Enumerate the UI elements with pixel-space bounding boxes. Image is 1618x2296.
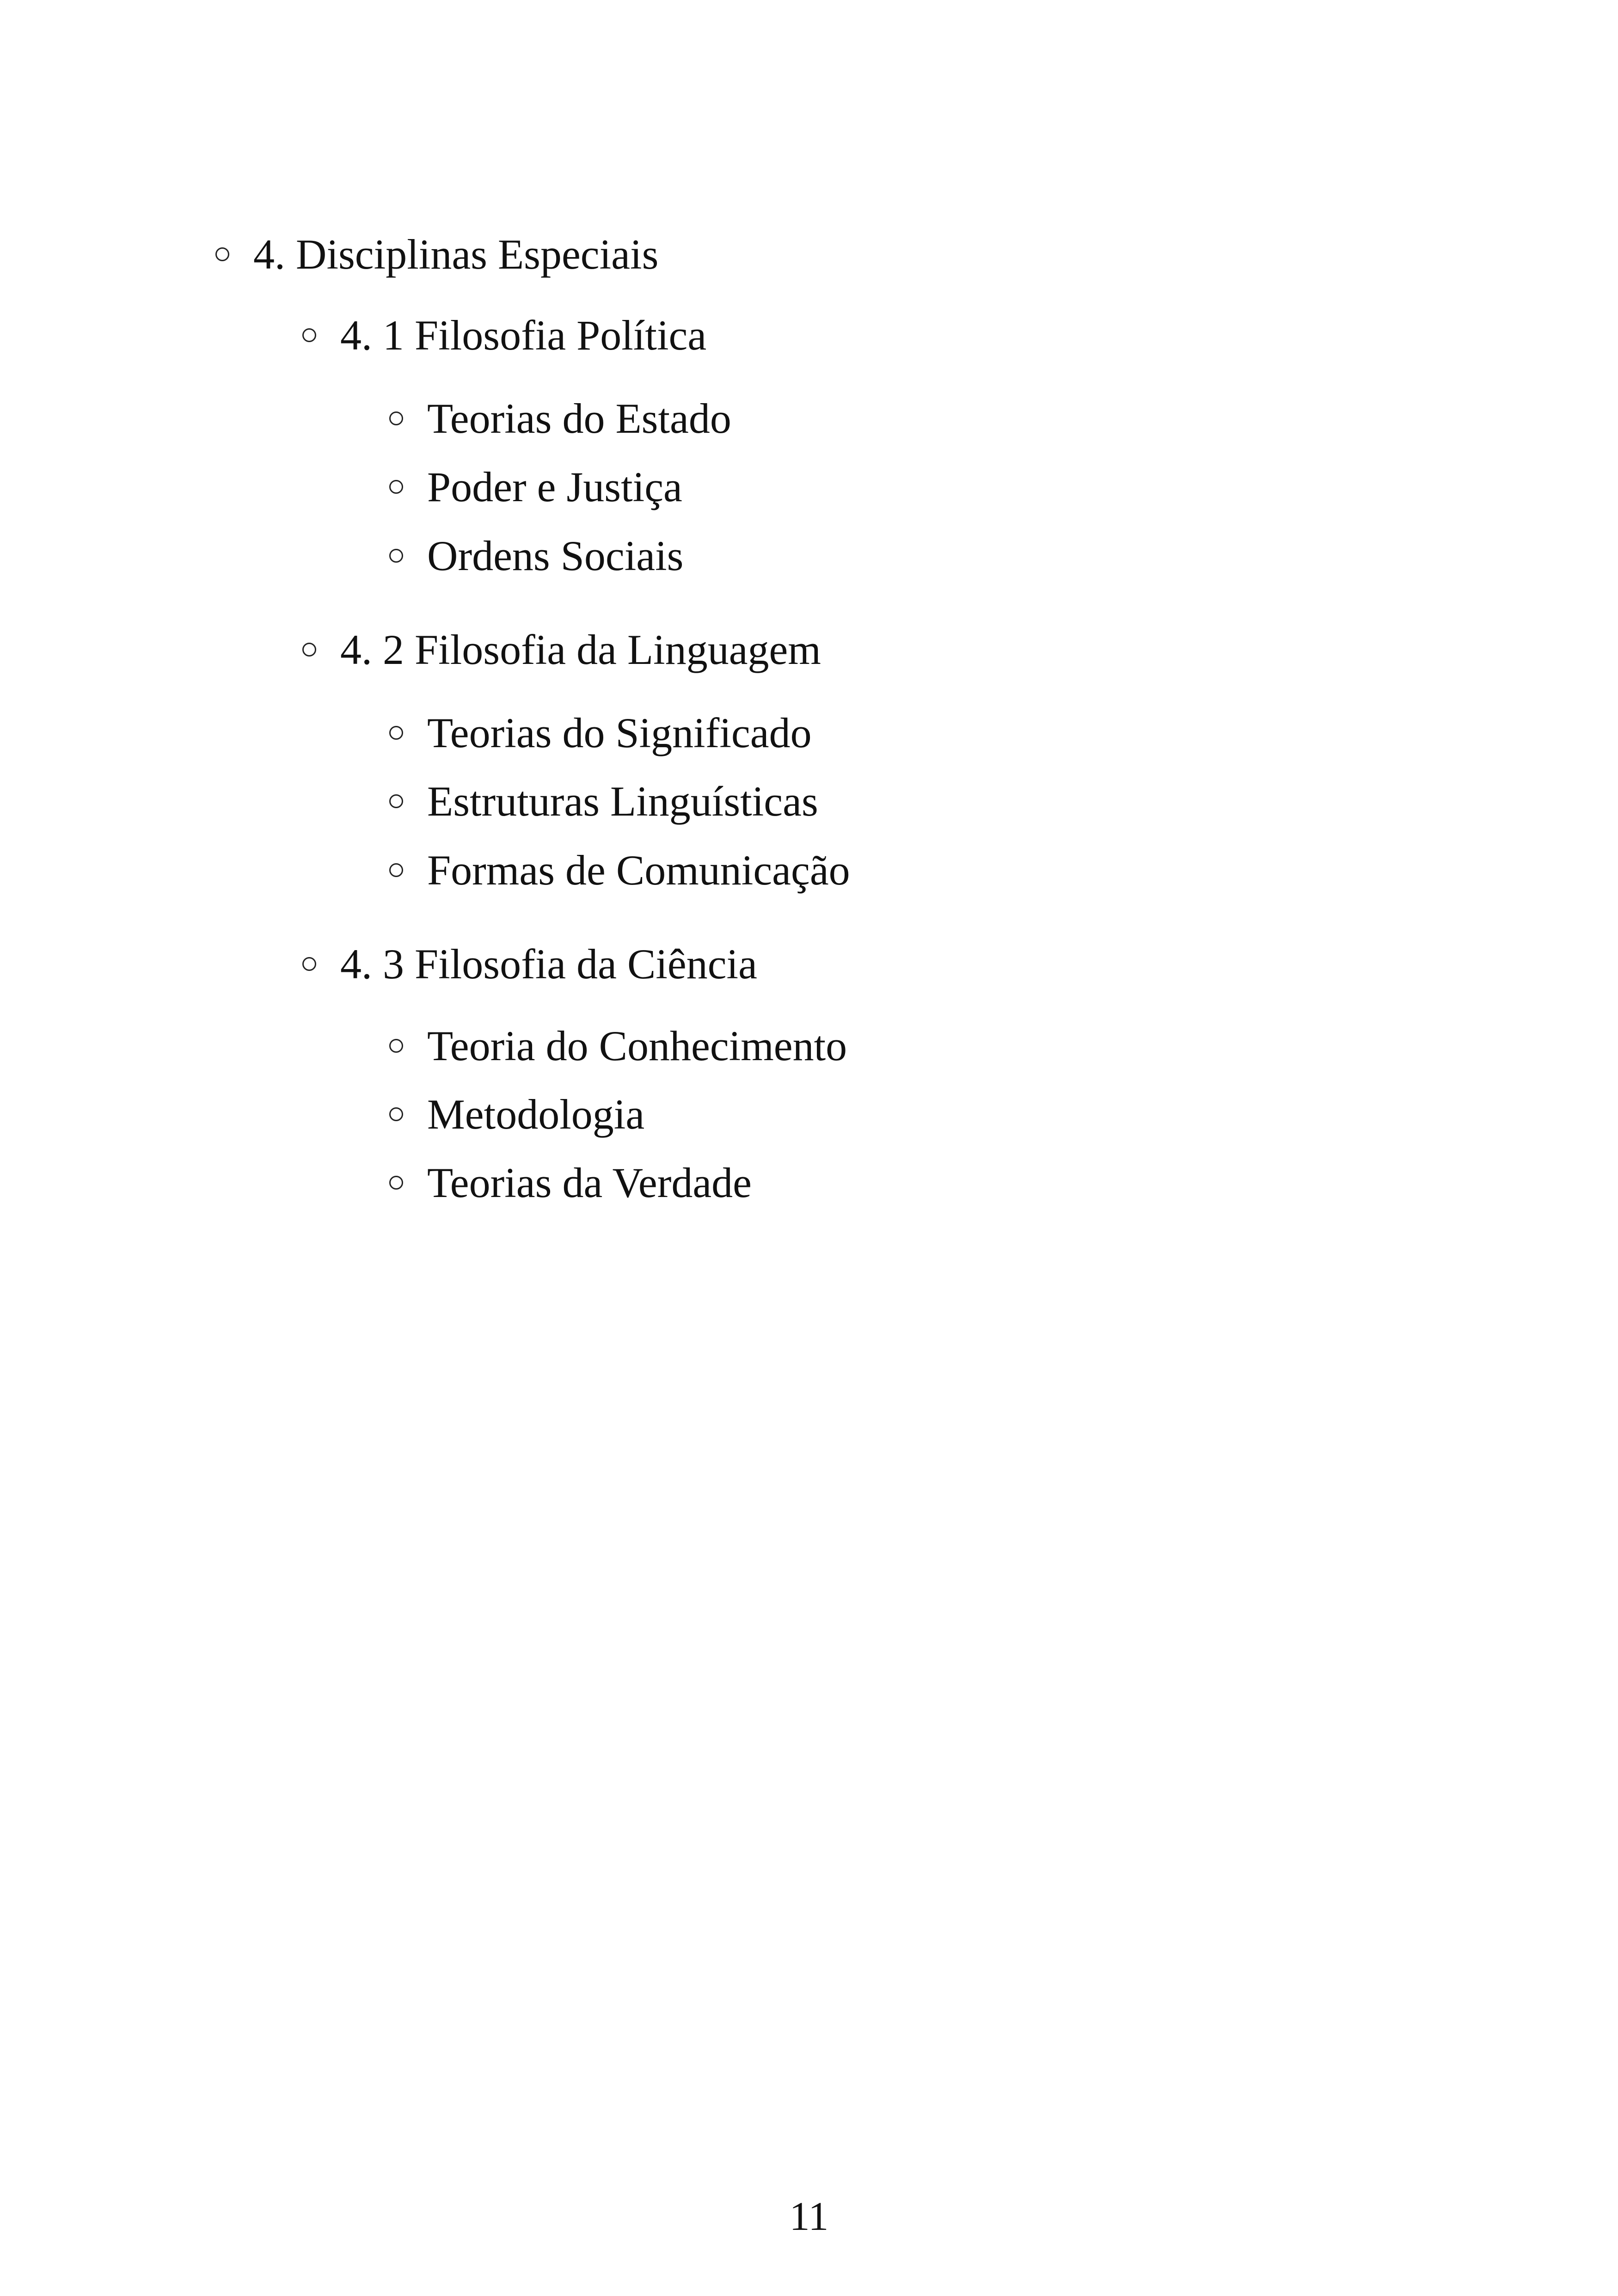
list-item-text: Teorias da Verdade bbox=[427, 1159, 752, 1206]
list-item bbox=[389, 847, 850, 893]
list-item bbox=[389, 395, 731, 442]
list-item bbox=[215, 231, 658, 277]
circle-bullet-icon bbox=[215, 247, 229, 261]
circle-bullet-icon bbox=[389, 863, 403, 877]
circle-bullet-icon bbox=[389, 794, 403, 808]
circle-bullet-icon bbox=[302, 957, 316, 971]
list-item-text: Poder e Justiça bbox=[427, 463, 682, 510]
list-item-text: Teoria do Conhecimento bbox=[427, 1022, 847, 1069]
list-item bbox=[389, 464, 682, 510]
circle-bullet-icon bbox=[389, 1107, 403, 1121]
list-item bbox=[389, 778, 818, 824]
circle-bullet-icon bbox=[302, 643, 316, 657]
list-item bbox=[389, 710, 812, 756]
circle-bullet-icon bbox=[389, 411, 403, 425]
subsection-title: 4. 1 Filosofia Política bbox=[340, 312, 707, 359]
list-item-text: Metodologia bbox=[427, 1091, 645, 1138]
circle-bullet-icon bbox=[302, 328, 316, 342]
section-title: 4. Disciplinas Especiais bbox=[253, 231, 659, 278]
list-item bbox=[389, 533, 683, 579]
circle-bullet-icon bbox=[389, 726, 403, 740]
list-item bbox=[302, 312, 706, 358]
subsection-title: 4. 2 Filosofia da Linguagem bbox=[340, 626, 821, 673]
list-item-text: Ordens Sociais bbox=[427, 532, 684, 579]
list-item-text: Teorias do Estado bbox=[427, 395, 731, 442]
list-item-text: Teorias do Significado bbox=[427, 709, 812, 756]
list-item bbox=[389, 1023, 847, 1069]
circle-bullet-icon bbox=[389, 480, 403, 494]
list-item bbox=[389, 1091, 644, 1137]
list-item bbox=[389, 1160, 752, 1206]
circle-bullet-icon bbox=[389, 549, 403, 563]
page-number: 11 bbox=[789, 2194, 829, 2239]
circle-bullet-icon bbox=[389, 1039, 403, 1053]
list-item bbox=[302, 941, 757, 987]
list-item bbox=[302, 626, 821, 673]
circle-bullet-icon bbox=[389, 1176, 403, 1190]
list-item-text: Estruturas Linguísticas bbox=[427, 778, 818, 825]
subsection-title: 4. 3 Filosofia da Ciência bbox=[340, 940, 757, 988]
list-item-text: Formas de Comunicação bbox=[427, 847, 850, 894]
